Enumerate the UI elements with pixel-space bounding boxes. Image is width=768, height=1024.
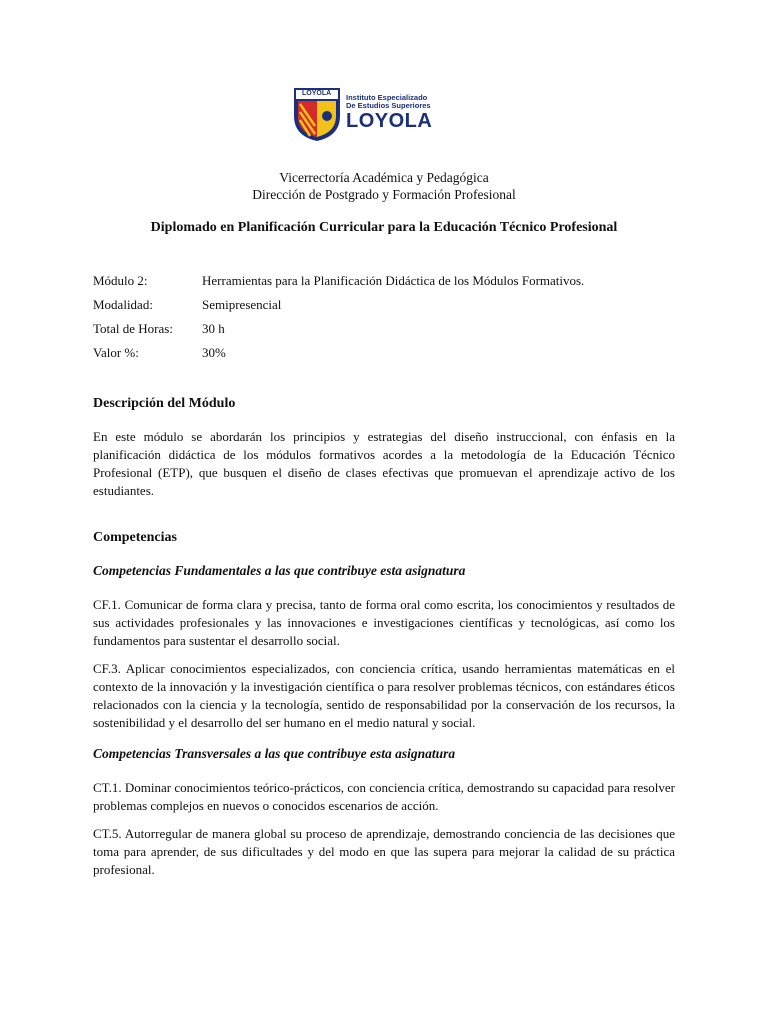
meta-value: Herramientas para la Planificación Didáctica de los Módulos Formativos.: [202, 273, 585, 288]
vicerrectoria-line: Vicerrectoría Académica y Pedagógica: [279, 170, 489, 185]
direccion-line: Dirección de Postgrado y Formación Profesional: [252, 187, 516, 202]
meta-label: Total de Horas:: [93, 321, 173, 336]
institution-logo: [292, 86, 432, 142]
meta-label: Valor %:: [93, 345, 139, 360]
institute-line-1: Instituto Especializado: [346, 93, 428, 102]
institute-name: [346, 94, 431, 110]
transversales-heading: Competencias Transversales a las que contribuye esta asignatura: [93, 746, 456, 761]
logo-wordmark: LOYOLA: [346, 110, 433, 132]
document-title: Diplomado en Planificación Curricular para la Educación Técnico Profesional: [150, 220, 618, 235]
meta-label: Modalidad:: [93, 297, 153, 312]
competency-cf1: CF.1. Comunicar de forma clara y precisa, tanto de forma oral como escrita, los conocimientos y resultados de sus actividades profesionales y las innovaciones e investigaciones científicas y tecnológicas, así como los fundamentos para sustentar el desarrollo social.: [93, 597, 675, 648]
meta-value: 30 h: [202, 321, 225, 336]
meta-label: Módulo 2:: [93, 273, 148, 288]
description-heading: Descripción del Módulo: [93, 396, 236, 411]
competency-ct5: CT.5. Autorregular de manera global su proceso de aprendizaje, demostrando conciencia de las decisiones que toma para aprender, de sus dificultades y del modo en que las supera para mejorar la calidad de su práctica profesional.: [93, 826, 675, 877]
description-paragraph: En este módulo se abordarán los principios y estrategias del diseño instruccional, con énfasis en la planificación didáctica de los módulos formativos acordes a la metodología de la Educación Técnico Profesional (ETP), que busquen el diseño de clases efectivas que promuevan el aprendizaje activo de los estudiantes.: [93, 429, 675, 498]
logo-badge-text: LOYOLA: [302, 90, 332, 97]
meta-value: Semipresencial: [202, 297, 282, 312]
competency-ct1: CT.1. Dominar conocimientos teórico-prácticos, con conciencia crítica, demostrando su capacidad para resolver problemas complejos en nuevos o conocidos escenarios de acción.: [93, 780, 675, 813]
fundamentales-heading: Competencias Fundamentales a las que contribuye esta asignatura: [93, 563, 466, 578]
meta-value: 30%: [202, 345, 226, 360]
competency-cf3: CF.3. Aplicar conocimientos especializados, con conciencia crítica, usando herramientas matemáticas en el contexto de la innovación y la investigación científica o para resolver problemas técnicos, con estándares éticos relacionados con la ciencia y la tecnología, sentido de responsabilidad por la conservación de los recursos, la sostenibilidad y el desarrollo del ser humano en el medio natural y social.: [93, 661, 675, 730]
competencias-heading: Competencias: [93, 530, 177, 545]
institute-line-2: De Estudios Superiores: [346, 101, 431, 110]
